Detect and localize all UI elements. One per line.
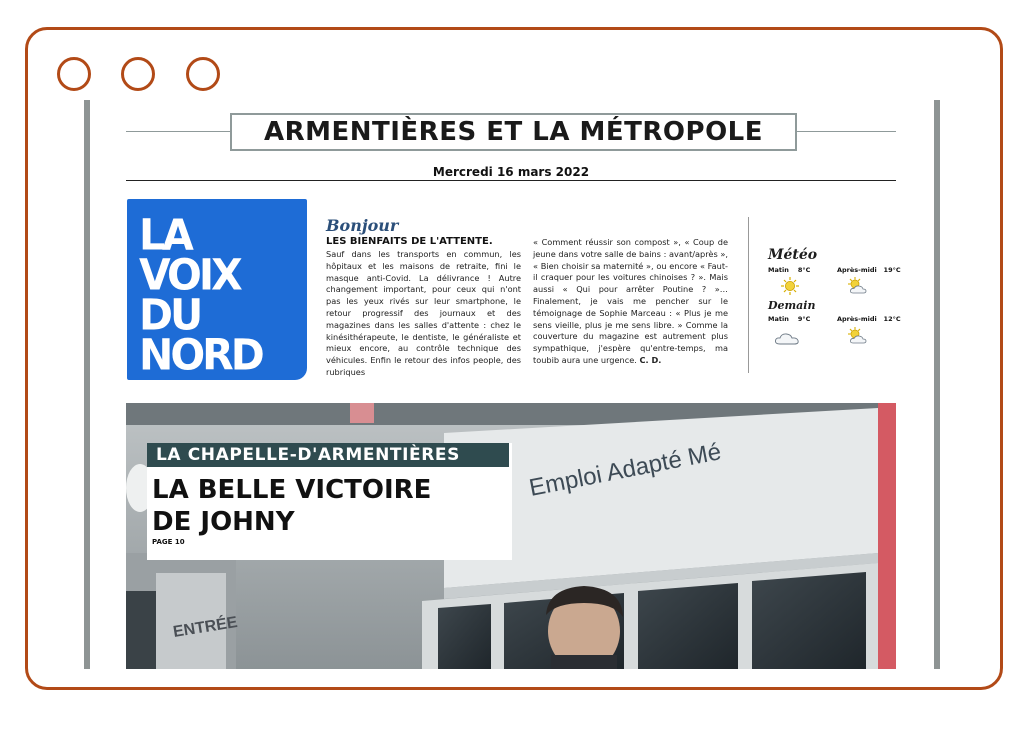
logo-line-3: DU [139, 289, 201, 341]
page-left-rail [84, 100, 90, 669]
photo-door-text: ENTRÉE [171, 614, 239, 641]
column-text-2-body: « Comment réussir son compost », « Coup de jeune dans votre salle de bains : avant/après », « Bien choisir sa maternité », ou encore « Faut-il craquer pour les voitures chinoises ? ». Mais aussi « Qui pour arrêter Poutine ? »… Finalement, je vais me pencher sur le témoignage de Sophie Marceau : « Plus je me sens vieille, plus je me sens libre. » Comme la couverture du magazine est autrement plus sympathique, j'espère qu'entre-temps, ma toubib aura une urgence. [533, 237, 728, 365]
tomorrow-morning-label: Matin 9°C [768, 315, 811, 323]
tomorrow-afternoon-label: Après-midi 12°C [837, 315, 901, 323]
today-afternoon-label: Après-midi 19°C [837, 266, 901, 274]
window-control-circle-2[interactable] [121, 57, 155, 91]
la-voix-du-nord-logo [127, 199, 307, 380]
story-page-reference: PAGE 10 [152, 538, 185, 546]
weather-divider [748, 217, 749, 373]
column-signature: C. D. [639, 354, 662, 365]
story-location-kicker: LA CHAPELLE-D'ARMENTIÈRES [147, 443, 509, 467]
column-text-2 [533, 237, 728, 369]
date-divider [126, 180, 896, 181]
weather-tomorrow-title: Demain [768, 299, 816, 312]
window-control-circle-1[interactable] [57, 57, 91, 91]
bonjour-kicker: Bonjour [326, 216, 399, 235]
header-rule-right [797, 131, 896, 132]
story-headline-line-1: LA BELLE VICTOIRE [152, 475, 432, 505]
cloud-icon [773, 328, 803, 348]
today-morning-label: Matin 8°C [768, 266, 811, 274]
window-control-circle-3[interactable] [186, 57, 220, 91]
photo-sign-text: Emploi Adapté Mé [526, 438, 724, 502]
weather-title: Météo [768, 247, 818, 263]
section-title: ARMENTIÈRES ET LA MÉTROPOLE [230, 113, 797, 151]
column-headline: LES BIENFAITS DE L'ATTENTE. [326, 236, 493, 247]
story-headline[interactable] [152, 474, 507, 538]
page-right-rail [934, 100, 940, 669]
logo-line-2: VOIX [139, 249, 240, 301]
issue-date: Mercredi 16 mars 2022 [432, 165, 590, 179]
partly-cloudy-icon-tomorrow [845, 326, 871, 346]
partly-cloudy-icon [845, 276, 871, 296]
logo-line-1: LA [139, 209, 191, 261]
header-rule-left [126, 131, 230, 132]
logo-line-4: NORD [139, 329, 262, 380]
story-headline-line-2: DE JOHNY [152, 507, 295, 537]
sun-icon [777, 276, 803, 296]
column-text-1: Sauf dans les transports en commun, les hôpitaux et les maisons de retraite, fini le masque anti-Covid. La délivrance ! Autre changement important, pour ceux qui n'ont pas les yeux rivés sur leur smartphone, le retour progressif des journaux et des magazines dans les salles d'attente : chez le kinésithérapeute, le dentiste, le généraliste et mieux encore, au contrôle technique des véhicules. Enfin le retour des infos people, des rubriques [326, 249, 521, 377]
